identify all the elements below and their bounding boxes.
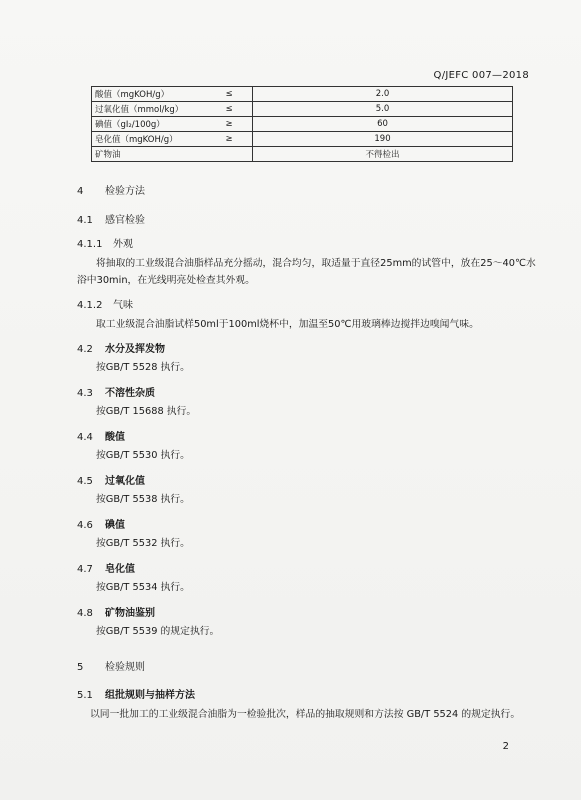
table-cell-operator: ≤: [206, 87, 253, 102]
section-title: 检验方法: [105, 186, 145, 197]
section-heading: [77, 428, 125, 443]
section-title: 过氧化值: [105, 476, 145, 487]
paragraph: 浴中30min，在光线明亮处检查其外观。: [77, 275, 255, 286]
table-cell-value: 5.0: [253, 102, 513, 117]
table-cell-name: 矿物油: [92, 147, 207, 162]
section-title: 外观: [113, 239, 133, 250]
section-title: 矿物油鉴别: [105, 608, 155, 619]
section-number: 4.8: [77, 608, 93, 619]
paragraph: 按GB/T 5534 执行。: [96, 582, 190, 593]
section-heading: [77, 340, 165, 355]
section-heading: [77, 384, 155, 399]
section-number: 4.7: [77, 564, 93, 575]
section-heading: [77, 235, 133, 250]
table-cell-value: 60: [253, 117, 513, 132]
table-cell-operator: ≥: [206, 117, 253, 132]
section-heading: [77, 296, 133, 311]
paragraph: 以同一批加工的工业级混合油脂为一检验批次，样品的抽取规则和方法按 GB/T 5524 的规定执行。: [90, 709, 521, 720]
table-cell-value: 2.0: [253, 87, 513, 102]
spec-table: [91, 86, 513, 162]
section-heading: [77, 686, 195, 701]
page-number: 2: [502, 741, 509, 752]
table-cell-operator: ≤: [206, 102, 253, 117]
section-number: 4: [77, 186, 84, 197]
table-cell-operator: ≥: [206, 132, 253, 147]
section-title: 气味: [113, 300, 133, 311]
section-number: 5.1: [77, 690, 93, 701]
section-heading: [77, 211, 145, 226]
paragraph: 按GB/T 5538 执行。: [96, 494, 190, 505]
paragraph: 按GB/T 5532 执行。: [96, 538, 190, 549]
table-row: [92, 102, 513, 117]
table-row: [92, 147, 513, 162]
table-cell-name: 酸值（mgKOH/g）: [92, 87, 207, 102]
table-cell-value: 不得检出: [253, 147, 513, 162]
paragraph: 取工业级混合油脂试样50ml于100ml烧杯中，加温至50℃用玻璃棒边搅拌边嗅闻气味。: [96, 319, 479, 330]
section-title: 酸值: [105, 432, 125, 443]
section-heading: [77, 516, 125, 531]
paragraph: 按GB/T 5528 执行。: [96, 362, 190, 373]
section-number: 4.6: [77, 520, 93, 531]
section-heading: [77, 658, 145, 673]
table-row: [92, 132, 513, 147]
table-cell-name: 皂化值（mgKOH/g）: [92, 132, 207, 147]
paragraph: 按GB/T 5530 执行。: [96, 450, 190, 461]
section-title: 不溶性杂质: [105, 388, 155, 399]
section-title: 碘值: [105, 520, 125, 531]
section-heading: [77, 604, 155, 619]
section-number: 4.3: [77, 388, 93, 399]
paragraph: 按GB/T 5539 的规定执行。: [96, 626, 220, 637]
section-title: 检验规则: [105, 662, 145, 673]
section-number: 5: [77, 662, 84, 673]
table-cell-value: 190: [253, 132, 513, 147]
section-number: 4.1: [77, 215, 93, 226]
section-title: 皂化值: [105, 564, 135, 575]
section-number: 4.1.1: [77, 239, 103, 250]
paragraph: 将抽取的工业级混合油脂样品充分摇动，混合均匀，取适量于直径25mm的试管中，放在25～40℃水: [96, 258, 536, 269]
table-cell-name: 过氧化值（mmol/kg）: [92, 102, 207, 117]
document-code: Q/JEFC 007—2018: [433, 70, 529, 81]
section-title: 感官检验: [105, 215, 145, 226]
section-number: 4.5: [77, 476, 93, 487]
section-title: 水分及挥发物: [105, 344, 165, 355]
section-title: 组批规则与抽样方法: [105, 690, 195, 701]
section-heading: [77, 472, 145, 487]
section-number: 4.4: [77, 432, 93, 443]
section-number: 4.1.2: [77, 300, 103, 311]
table-row: [92, 87, 513, 102]
section-heading: [77, 182, 145, 197]
paragraph: 按GB/T 15688 执行。: [96, 406, 197, 417]
section-number: 4.2: [77, 344, 93, 355]
table-cell-name: 碘值（gI₂/100g）: [92, 117, 207, 132]
table-row: [92, 117, 513, 132]
section-heading: [77, 560, 135, 575]
table-cell-operator: [206, 147, 253, 162]
